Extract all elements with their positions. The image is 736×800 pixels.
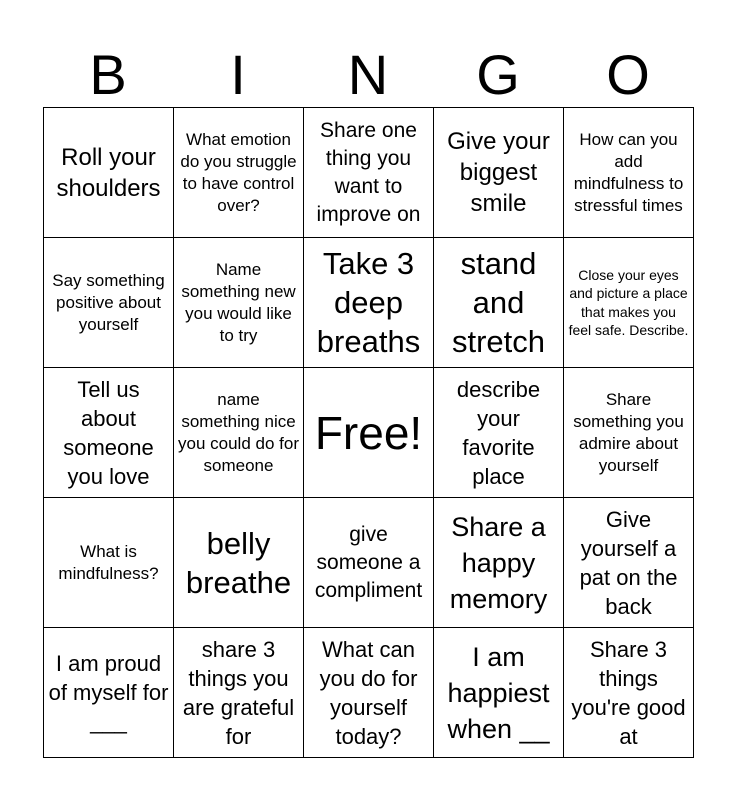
bingo-row [44,238,694,368]
cell-text: give someone a compliment [314,522,423,602]
bingo-cell[interactable] [174,628,304,758]
header-letter-n: N [347,43,389,106]
bingo-row [44,498,694,628]
cell-text: stand and stretch [451,246,546,359]
cell-text: Close your eyes and picture a place that makes you feel safe. Describe. [568,266,689,338]
bingo-cell[interactable] [44,628,174,758]
bingo-cell[interactable] [434,368,564,498]
cell-text: Give yourself a pat on the back [579,506,678,619]
cell-text: share 3 things you are grateful for [182,636,295,749]
cell-text: What is mindfulness? [58,541,159,583]
cell-text: Share a happy memory [449,511,548,614]
bingo-row [44,368,694,498]
cell-text: Tell us about someone you love [63,376,154,489]
bingo-cell[interactable] [174,498,304,628]
bingo-cell[interactable] [304,238,434,368]
cell-text: describe your favorite place [456,376,541,489]
bingo-cell[interactable] [434,108,564,238]
cell-text: I am proud of myself for ___ [48,651,169,734]
cell-text: Share something you admire about yourself [573,389,684,475]
cell-text: Take 3 deep breaths [316,246,421,359]
bingo-cell[interactable] [304,498,434,628]
bingo-cell[interactable] [44,368,174,498]
bingo-cell[interactable] [304,628,434,758]
cell-text: Name something new you would like to try [181,259,296,345]
bingo-cell[interactable] [44,498,174,628]
cell-text: What can you do for yourself today? [319,636,418,749]
bingo-cell[interactable] [434,628,564,758]
bingo-cell[interactable] [44,108,174,238]
bingo-cell[interactable] [564,238,694,368]
bingo-cell[interactable] [174,238,304,368]
bingo-row [44,108,694,238]
header-letter-o: O [606,43,650,106]
bingo-cell[interactable] [44,238,174,368]
bingo-card [43,107,694,758]
cell-text: Roll your shoulders [56,143,161,202]
bingo-cell[interactable] [174,368,304,498]
bingo-cell[interactable] [564,368,694,498]
bingo-cell[interactable] [174,108,304,238]
header-letter-g: G [476,43,520,106]
bingo-header [43,44,693,106]
cell-text: Share one thing you want to improve on [316,118,421,226]
cell-text: What emotion do you struggle to have control over? [180,129,297,215]
cell-text: Give your biggest smile [447,128,550,217]
cell-text: Share 3 things you're good at [571,636,686,749]
bingo-cell[interactable] [304,108,434,238]
bingo-cell[interactable] [564,628,694,758]
cell-text: I am happiest when __ [447,641,550,744]
bingo-cell-free[interactable] [304,368,434,498]
bingo-cell[interactable] [434,498,564,628]
cell-text: How can you add mindfulness to stressful times [573,129,684,215]
bingo-cell[interactable] [564,108,694,238]
cell-text: name something nice you could do for someone [178,389,299,475]
cell-text: belly breathe [185,525,292,600]
bingo-row [44,628,694,758]
bingo-cell[interactable] [564,498,694,628]
header-letter-b: B [89,43,127,106]
free-space-text: Free! [314,406,423,459]
cell-text: Say something positive about yourself [52,270,165,334]
bingo-cell[interactable] [434,238,564,368]
header-letter-i: I [230,43,246,106]
